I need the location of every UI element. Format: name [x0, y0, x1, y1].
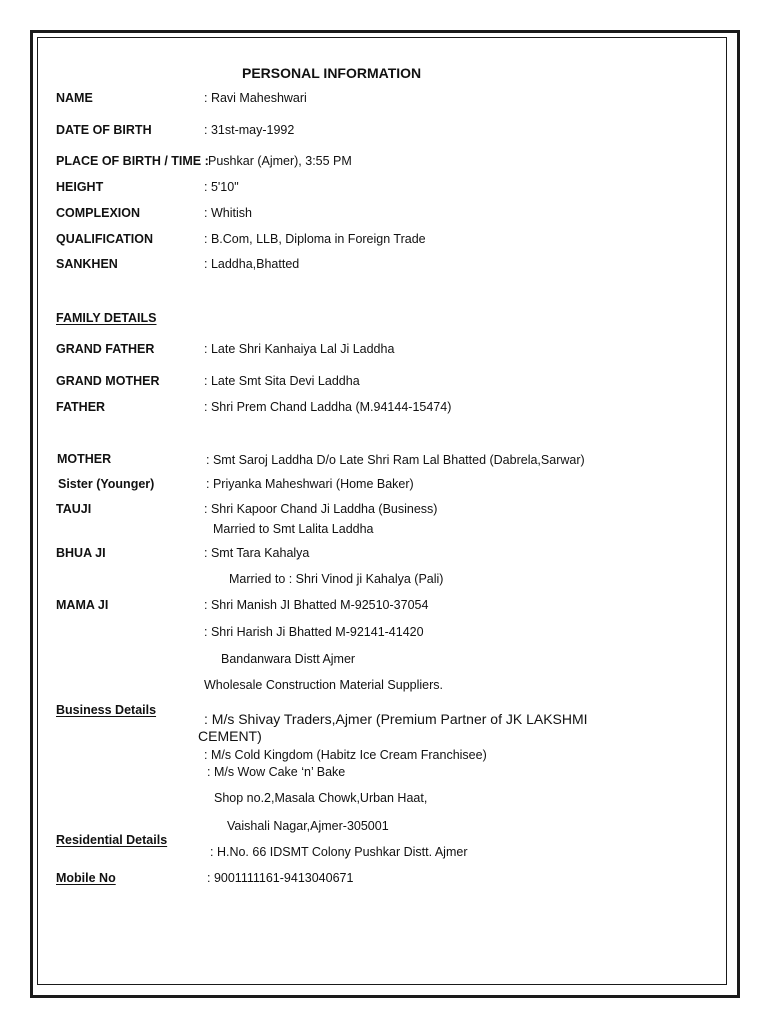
height-label: HEIGHT [56, 180, 104, 194]
dob-label: DATE OF BIRTH [56, 123, 152, 137]
mother-value: : Smt Saroj Laddha D/o Late Shri Ram Lal Bhatted (Dabrela,Sarwar) [206, 453, 585, 467]
sister-label: Sister (Younger) [58, 477, 155, 491]
complexion-label: COMPLEXION [56, 206, 141, 220]
mother-label: MOTHER [57, 452, 112, 466]
business-line-1: : M/s Shivay Traders,Ajmer (Premium Partner of JK LAKSHMI [204, 711, 588, 727]
name-value: : Ravi Maheshwari [204, 91, 307, 105]
mobile-no-value: : 9001111161-9413040671 [207, 871, 354, 885]
bhua-value-line2: Married to : Shri Vinod ji Kahalya (Pali) [229, 572, 444, 586]
mama-value-line3: Bandanwara Distt Ajmer [221, 652, 356, 666]
dob-value: : 31st-may-1992 [204, 123, 295, 137]
mama-label: MAMA JI [56, 598, 109, 612]
mama-value-line2: : Shri Harish Ji Bhatted M-92141-41420 [204, 625, 424, 639]
family-details-heading: FAMILY DETAILS [56, 311, 157, 325]
tauji-value-line2: Married to Smt Lalita Laddha [213, 522, 374, 536]
mama-value-line4: Wholesale Construction Material Suppliers. [204, 678, 443, 692]
sankhen-value: : Laddha,Bhatted [204, 257, 300, 271]
bhua-label: BHUA JI [56, 546, 106, 560]
grand-mother-label: GRAND MOTHER [56, 374, 160, 388]
bhua-value: : Smt Tara Kahalya [204, 546, 310, 560]
grand-father-label: GRAND FATHER [56, 342, 155, 356]
business-line-2: : M/s Cold Kingdom (Habitz Ice Cream Franchisee) [204, 748, 487, 762]
height-value: : 5'10" [204, 180, 239, 194]
qualification-label: QUALIFICATION [56, 232, 153, 246]
residential-value: : H.No. 66 IDSMT Colony Pushkar Distt. Ajmer [210, 845, 468, 859]
mobile-no-heading: Mobile No [56, 871, 116, 885]
tauji-value: : Shri Kapoor Chand Ji Laddha (Business) [204, 502, 438, 516]
name-label: NAME [56, 91, 93, 105]
sankhen-label: SANKHEN [56, 257, 118, 271]
business-details-heading: Business Details [56, 703, 157, 717]
complexion-value: : Whitish [204, 206, 252, 220]
father-label: FATHER [56, 400, 106, 414]
page-title: PERSONAL INFORMATION [242, 65, 422, 81]
residential-details-heading: Residential Details [56, 833, 168, 847]
business-line-5: Vaishali Nagar,Ajmer-305001 [227, 819, 389, 833]
business-line-4: Shop no.2,Masala Chowk,Urban Haat, [214, 791, 428, 805]
mama-value: : Shri Manish JI Bhatted M-92510-37054 [204, 598, 429, 612]
pob-label: PLACE OF BIRTH / TIME : [56, 154, 209, 168]
sister-value: : Priyanka Maheshwari (Home Baker) [206, 477, 414, 491]
grand-father-value: : Late Shri Kanhaiya Lal Ji Laddha [204, 342, 395, 356]
tauji-label: TAUJI [56, 502, 92, 516]
business-line-3: : M/s Wow Cake ‘n’ Bake [207, 765, 346, 779]
grand-mother-value: : Late Smt Sita Devi Laddha [204, 374, 360, 388]
pob-value: Pushkar (Ajmer), 3:55 PM [208, 154, 352, 168]
qualification-value: : B.Com, LLB, Diploma in Foreign Trade [204, 232, 426, 246]
business-line-1b: CEMENT) [198, 728, 262, 744]
father-value: : Shri Prem Chand Laddha (M.94144-15474) [204, 400, 452, 414]
